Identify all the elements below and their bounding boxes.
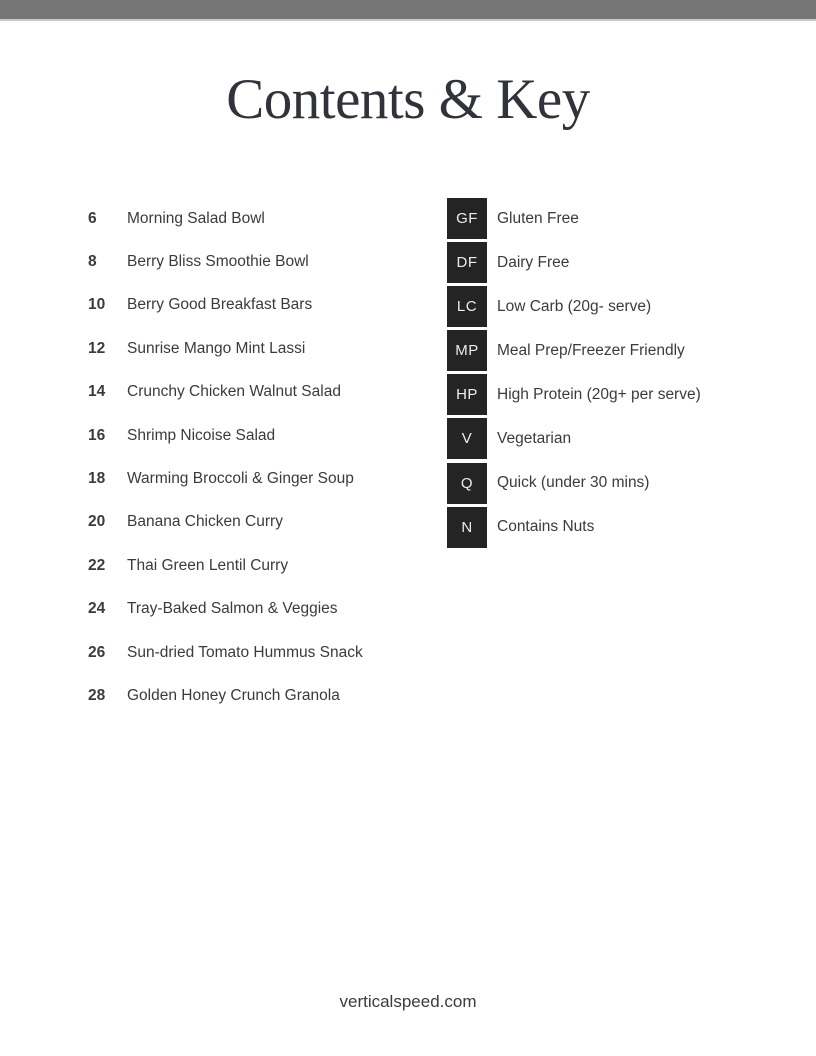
page-number: 20 — [88, 513, 106, 531]
key-row — [447, 198, 701, 239]
recipe-title: Crunchy Chicken Walnut Salad — [127, 383, 341, 401]
page-number: 28 — [88, 686, 106, 704]
page-number: 12 — [88, 339, 106, 357]
key-row — [447, 418, 701, 459]
footer-url: verticalspeed.com — [339, 992, 477, 1011]
recipe-title: Banana Chicken Curry — [127, 513, 283, 531]
key-badge: V — [447, 418, 487, 459]
contents-row — [88, 588, 363, 631]
key-badge: DF — [447, 242, 487, 283]
page-number: 10 — [88, 296, 106, 314]
key-label: Meal Prep/Freezer Friendly — [497, 341, 685, 359]
recipe-title: Sun-dried Tomato Hummus Snack — [127, 643, 363, 661]
contents-row — [88, 457, 363, 500]
page-number: 26 — [88, 643, 106, 661]
key-label: Gluten Free — [497, 209, 579, 227]
recipe-title: Golden Honey Crunch Granola — [127, 686, 340, 704]
key-row — [447, 463, 701, 504]
contents-row — [88, 631, 363, 674]
key-list — [447, 198, 701, 551]
key-label: Vegetarian — [497, 429, 572, 447]
key-badge: GF — [447, 198, 487, 239]
key-label: Contains Nuts — [497, 518, 595, 536]
recipe-title: Warming Broccoli & Ginger Soup — [127, 470, 354, 488]
key-row — [447, 286, 701, 327]
recipe-title: Thai Green Lentil Curry — [127, 556, 289, 574]
page-number: 18 — [88, 470, 106, 488]
recipe-title: Shrimp Nicoise Salad — [127, 426, 276, 444]
contents-row — [88, 327, 363, 370]
top-accent-bar — [0, 0, 816, 21]
key-row — [447, 374, 701, 415]
page-number: 16 — [88, 426, 106, 444]
key-row — [447, 507, 701, 548]
page-number: 8 — [88, 253, 97, 271]
recipe-title: Tray-Baked Salmon & Veggies — [127, 600, 338, 618]
key-row — [447, 330, 701, 371]
page-number: 14 — [88, 383, 106, 401]
key-badge: LC — [447, 286, 487, 327]
key-badge: Q — [447, 463, 487, 504]
recipe-title: Morning Salad Bowl — [127, 209, 265, 227]
page-number: 6 — [88, 209, 97, 227]
contents-list — [88, 197, 363, 718]
contents-row — [88, 197, 363, 240]
recipe-title: Berry Good Breakfast Bars — [127, 296, 313, 314]
key-label: High Protein (20g+ per serve) — [497, 385, 701, 403]
key-label: Dairy Free — [497, 253, 570, 271]
recipe-title: Berry Bliss Smoothie Bowl — [127, 253, 309, 271]
key-label: Low Carb (20g- serve) — [497, 297, 652, 315]
key-label: Quick (under 30 mins) — [497, 474, 650, 492]
key-badge: MP — [447, 330, 487, 371]
key-row — [447, 242, 701, 283]
contents-row — [88, 284, 363, 327]
contents-row — [88, 414, 363, 457]
key-badge: N — [447, 507, 487, 548]
contents-row — [88, 371, 363, 414]
page-title: Contents & Key — [226, 68, 590, 131]
contents-row — [88, 501, 363, 544]
page-number: 24 — [88, 600, 106, 618]
contents-row — [88, 544, 363, 587]
recipe-title: Sunrise Mango Mint Lassi — [127, 339, 306, 357]
page-number: 22 — [88, 556, 106, 574]
contents-row — [88, 674, 363, 717]
contents-row — [88, 240, 363, 283]
key-badge: HP — [447, 374, 487, 415]
